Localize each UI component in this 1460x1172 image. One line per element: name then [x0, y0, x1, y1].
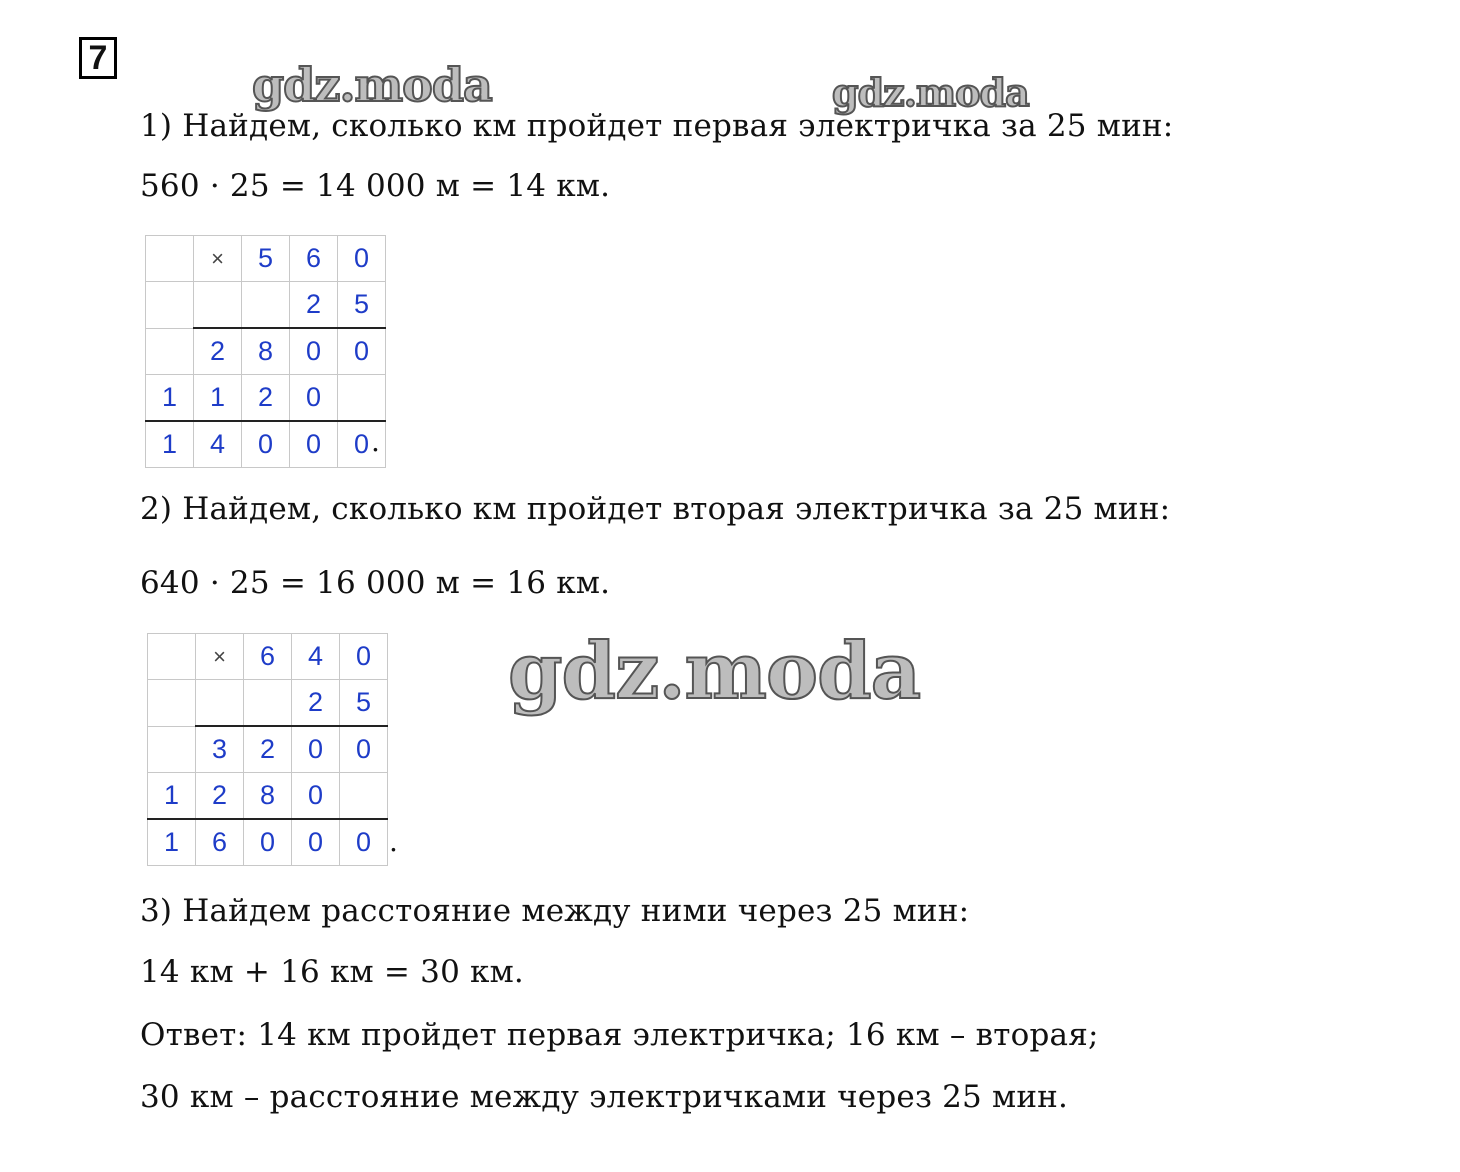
grid-cell	[148, 634, 196, 680]
grid-cell: 0	[292, 819, 340, 866]
grid-cell: 0	[290, 328, 338, 375]
grid-cell	[194, 282, 242, 329]
step3-heading: 3) Найдем расстояние между ними через 25 мин:	[140, 893, 970, 929]
step1-formula: 560 · 25 = 14 000 м = 14 км.	[140, 168, 611, 204]
grid-cell: 6	[244, 634, 292, 680]
grid-cell: 2	[292, 680, 340, 727]
grid-cell: 8	[244, 773, 292, 820]
multiplication-grid-2	[147, 633, 388, 866]
grid-cell: 0	[292, 773, 340, 820]
grid-cell: 3	[196, 726, 244, 773]
grid-cell: ×	[194, 236, 242, 282]
grid-row	[148, 680, 388, 727]
grid-cell: 0	[290, 421, 338, 468]
grid-cell: 8	[242, 328, 290, 375]
watermark-top-right: gdz.moda	[832, 70, 1029, 115]
grid-cell	[148, 680, 196, 727]
grid-row	[146, 236, 386, 282]
grid-cell: 2	[196, 773, 244, 820]
grid-cell	[338, 375, 386, 422]
grid-cell	[196, 680, 244, 727]
grid-cell: 6	[196, 819, 244, 866]
grid-cell: 0	[244, 819, 292, 866]
task-number: 7	[79, 37, 117, 79]
grid-cell	[146, 282, 194, 329]
grid-cell: 0	[338, 328, 386, 375]
grid-cell: 5	[242, 236, 290, 282]
grid-cell: 2	[242, 375, 290, 422]
grid-cell: 1	[194, 375, 242, 422]
grid-cell: 5	[338, 282, 386, 329]
grid-row	[146, 328, 386, 375]
grid-row	[146, 282, 386, 329]
step1-heading: 1) Найдем, сколько км пройдет первая электричка за 25 мин:	[140, 108, 1174, 144]
grid-cell: 1	[148, 773, 196, 820]
answer-line-1: Ответ: 14 км пройдет первая электричка; 16 км – вторая;	[140, 1017, 1099, 1053]
grid-cell	[148, 726, 196, 773]
step3-formula: 14 км + 16 км = 30 км.	[140, 954, 524, 990]
grid1-period: .	[371, 425, 380, 458]
grid2-period: .	[389, 825, 398, 858]
grid-cell	[242, 282, 290, 329]
grid-cell	[146, 236, 194, 282]
grid-cell: 0	[292, 726, 340, 773]
grid-cell: 1	[146, 375, 194, 422]
grid-cell: 2	[244, 726, 292, 773]
grid-cell: 4	[194, 421, 242, 468]
grid-cell: 1	[148, 819, 196, 866]
grid-row	[148, 819, 388, 866]
grid-cell: 0	[340, 726, 388, 773]
multiplication-grid-1	[145, 235, 386, 468]
grid-cell: 0	[242, 421, 290, 468]
grid-cell: 2	[290, 282, 338, 329]
grid-cell	[340, 773, 388, 820]
grid-row	[146, 375, 386, 422]
grid-cell: 6	[290, 236, 338, 282]
grid-row	[148, 634, 388, 680]
grid-cell: 0	[290, 375, 338, 422]
grid-cell: 5	[340, 680, 388, 727]
grid-cell: 0	[340, 819, 388, 866]
answer-line-2: 30 км – расстояние между электричками через 25 мин.	[140, 1079, 1069, 1115]
grid-cell	[244, 680, 292, 727]
grid-row	[148, 726, 388, 773]
grid-cell: 0	[338, 236, 386, 282]
grid-cell: 0	[338, 421, 386, 468]
watermark-top-left: gdz.moda	[252, 58, 492, 112]
grid-cell: 0	[340, 634, 388, 680]
grid-row	[146, 421, 386, 468]
grid-cell: 1	[146, 421, 194, 468]
step2-heading: 2) Найдем, сколько км пройдет вторая электричка за 25 мин:	[140, 491, 1171, 527]
grid-cell: 4	[292, 634, 340, 680]
grid-cell	[146, 328, 194, 375]
grid-cell: 2	[194, 328, 242, 375]
watermark-center: gdz.moda	[508, 626, 921, 717]
step2-formula: 640 · 25 = 16 000 м = 16 км.	[140, 565, 611, 601]
grid-row	[148, 773, 388, 820]
grid-cell: ×	[196, 634, 244, 680]
